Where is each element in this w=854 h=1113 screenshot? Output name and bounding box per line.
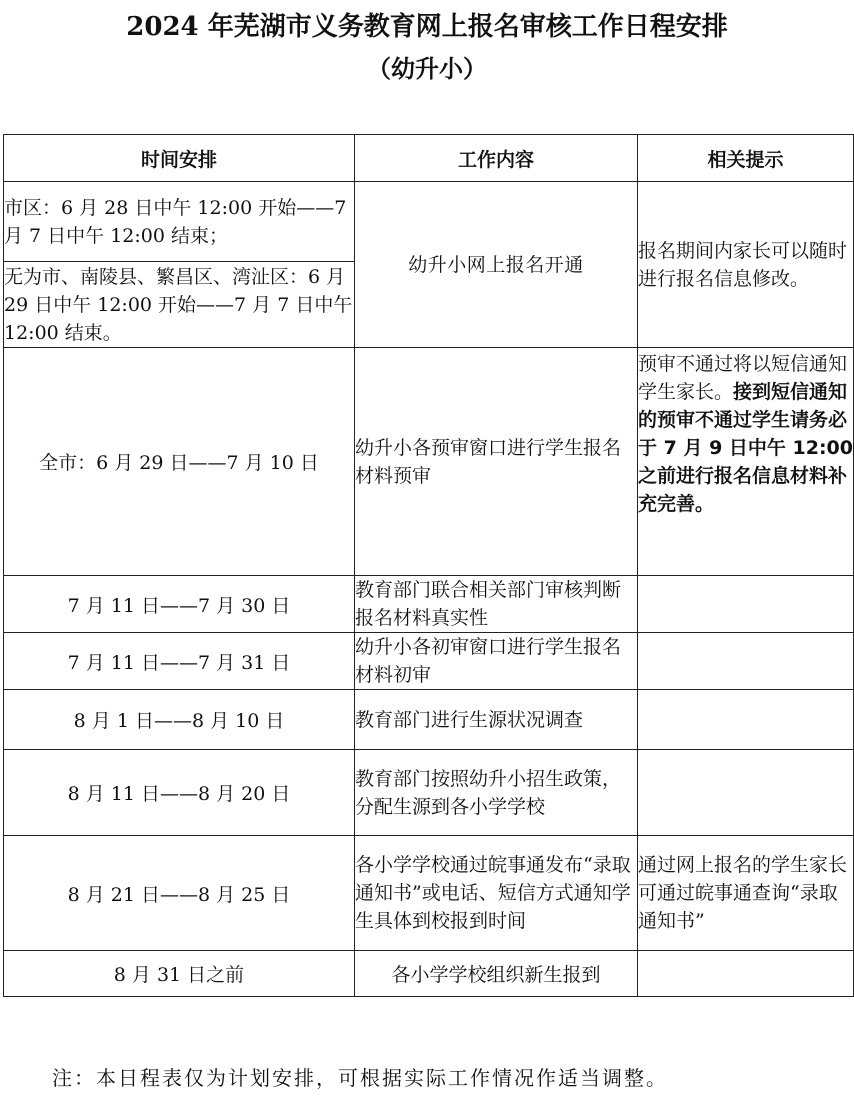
- table-row: [4, 690, 854, 750]
- content-cell: 幼升小各初审窗口进行学生报名材料初审: [355, 633, 638, 690]
- table-row: [4, 750, 854, 836]
- schedule-table: [3, 134, 854, 997]
- table-row: [4, 633, 854, 690]
- table-row: [4, 348, 854, 576]
- time-cell: 7 月 11 日——7 月 30 日: [4, 576, 355, 633]
- content-cell: 各小学学校通过皖事通发布“录取通知书”或电话、短信方式通知学生具体到校报到时间: [355, 836, 638, 951]
- time-cell: 8 月 1 日——8 月 10 日: [4, 690, 355, 750]
- time-cell: 全市：6 月 29 日——7 月 10 日: [4, 348, 355, 576]
- tip-bold-text: 接到短信通知的预审不通过学生请务必于 7 月 9 日中午 12:00 之前进行报名信息材料补充完善。: [638, 381, 853, 515]
- tip-cell: [638, 576, 854, 633]
- tip-cell: [638, 348, 854, 576]
- content-cell: 教育部门按照幼升小招生政策，分配生源到各小学学校: [355, 750, 638, 836]
- content-cell: 教育部门联合相关部门审核判断报名材料真实性: [355, 576, 638, 633]
- table-header-row: [4, 135, 854, 182]
- footer-note: 注：本日程表仅为计划安排，可根据实际工作情况作适当调整。: [52, 1066, 668, 1090]
- document-title: 2024 年芜湖市义务教育网上报名审核工作日程安排: [126, 12, 728, 42]
- time-cell-counties: 无为市、南陵县、繁昌区、湾沚区：6 月 29 日中午 12:00 开始——7 月 7 日中午 12:00 结束。: [4, 262, 355, 348]
- time-cell: 7 月 11 日——7 月 31 日: [4, 633, 355, 690]
- tip-cell: [638, 750, 854, 836]
- content-cell: 各小学学校组织新生报到: [355, 951, 638, 997]
- content-text: 幼升小网上报名开通: [408, 253, 584, 276]
- time-cell: 8 月 11 日——8 月 20 日: [4, 750, 355, 836]
- tip-cell: 通过网上报名的学生家长可通过皖事通查询“录取通知书”: [638, 836, 854, 951]
- tip-cell: [638, 633, 854, 690]
- tip-cell: [638, 951, 854, 997]
- content-cell: 幼升小各预审窗口进行学生报名材料预审: [355, 348, 638, 576]
- content-cell: [355, 182, 638, 348]
- table-row: [4, 182, 854, 262]
- time-cell-urban: 市区：6 月 28 日中午 12:00 开始——7 月 7 日中午 12:00 结束；: [4, 182, 355, 262]
- table-row: [4, 836, 854, 951]
- time-cell: 8 月 31 日之前: [4, 951, 355, 997]
- column-header-time: 时间安排: [4, 135, 355, 182]
- tip-normal-text: 预审不通过将以短信通知学生家长。: [638, 353, 848, 403]
- table-row: [4, 576, 854, 633]
- content-cell: 教育部门进行生源状况调查: [355, 690, 638, 750]
- tip-cell: [638, 690, 854, 750]
- column-header-tip: 相关提示: [638, 135, 854, 182]
- table-row: [4, 951, 854, 997]
- column-header-content: 工作内容: [355, 135, 638, 182]
- tip-cell: 报名期间内家长可以随时进行报名信息修改。: [638, 182, 854, 348]
- time-cell: 8 月 21 日——8 月 25 日: [4, 836, 355, 951]
- document-subtitle: （幼升小）: [367, 54, 487, 83]
